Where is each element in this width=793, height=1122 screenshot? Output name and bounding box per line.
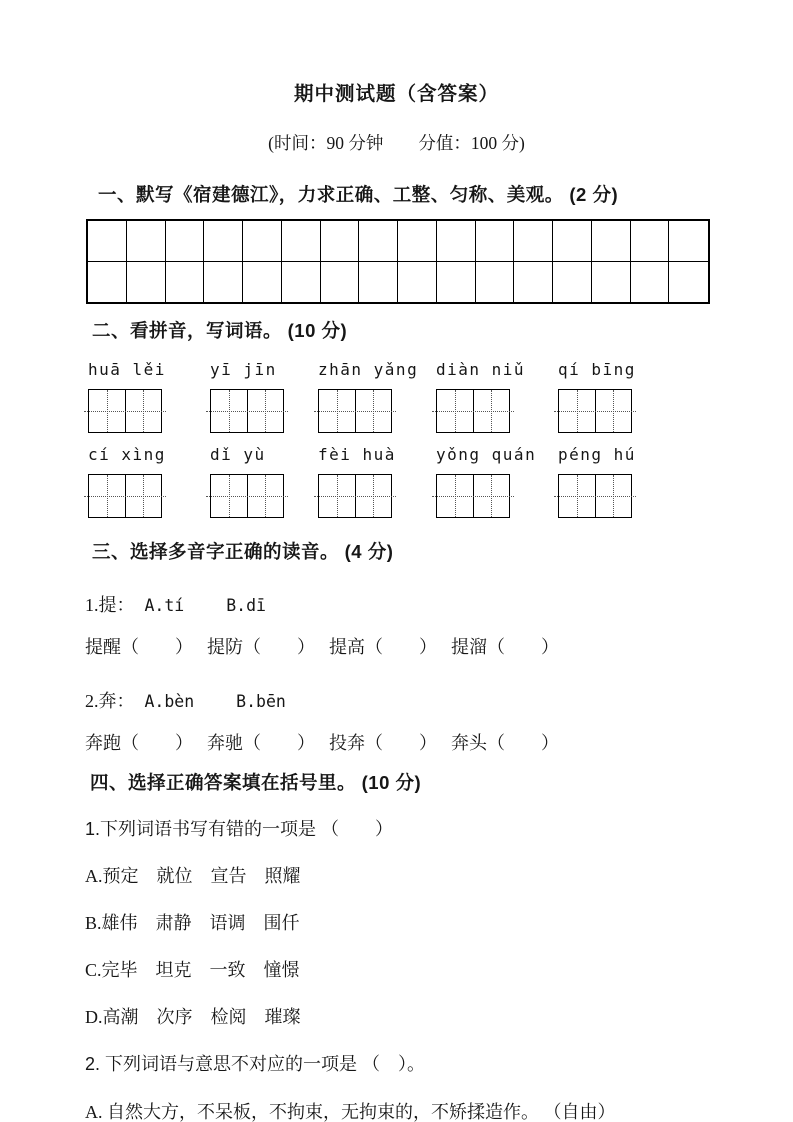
option-line: A.预定 就位 宣告 照耀 [85,866,301,886]
dictation-cell [321,262,360,303]
pinyin-label: qí bīng [558,360,636,379]
word-group: 投奔（ ） [329,733,437,753]
s3-q2-stem-line [85,687,793,713]
tian-cell [437,390,474,432]
pinyin-exercise [88,360,793,518]
pinyin-item [558,445,718,518]
dictation-cell [514,262,553,303]
tian-cell [126,475,162,517]
pinyin-item [318,445,436,518]
tian-cell [356,475,392,517]
s3-q1-word-groups [85,633,793,659]
dictation-cell [437,262,476,303]
tian-cell [319,390,356,432]
dictation-cell [166,221,205,262]
pinyin-row [88,445,793,518]
tian-cell [319,475,356,517]
option-line: A. 自然大方，不呆板，不拘束，无拘束的，不矫揉造作。 （自由） [85,1102,616,1122]
section4-heading: 四、选择正确答案填在括号里。 (10 分) [90,772,422,793]
word-group: 提溜（ ） [451,637,559,657]
dictation-grid [86,219,710,304]
pinyin-label: péng hú [558,445,636,464]
s3-q1-option-b: B.dī [226,596,266,615]
word-group: 奔驰（ ） [207,733,315,753]
dictation-cell [359,262,398,303]
pinyin-label: yǒng quán [436,445,537,464]
tian-cell [211,475,248,517]
tian-cell [356,390,392,432]
writing-box [318,389,392,433]
tian-cell [248,390,284,432]
dictation-cell [437,221,476,262]
tian-cell [126,390,162,432]
pinyin-item [88,445,210,518]
s3-q1-stem: 1.提： [85,595,135,615]
s3-q1-stem-line [85,591,793,617]
pinyin-item [436,445,558,518]
dictation-cell [669,262,708,303]
dictation-cell [166,262,205,303]
option-line: B.雄伟 肃静 语调 围仟 [85,913,300,933]
dictation-cell [321,221,360,262]
section2-heading: 二、看拼音，写词语。 (10 分) [92,320,348,341]
tian-cell [474,390,510,432]
dictation-cell [127,221,166,262]
pinyin-item [88,360,210,433]
dictation-cell [514,221,553,262]
dictation-cell [398,262,437,303]
option-line: D.高潮 次序 检阅 璀璨 [85,1007,301,1027]
pinyin-row [88,360,793,433]
dictation-cell [553,221,592,262]
dictation-cell [359,221,398,262]
dictation-cell [243,221,282,262]
s3-q2-option-a: A.bèn [144,692,195,711]
writing-box [436,389,510,433]
page-title: 期中测试题（含答案） [293,84,499,105]
s4-q2-options [0,1098,793,1122]
section1-heading: 一、默写《宿建德江》，力求正确、工整、匀称、美观。 (2 分) [98,184,619,205]
s4-q1-options [0,862,793,1029]
writing-box [210,474,284,518]
pinyin-label: diàn niǔ [436,360,526,379]
pinyin-label: cí xìng [88,445,166,464]
tian-cell [89,475,126,517]
word-group: 奔头（ ） [451,733,559,753]
writing-box [318,474,392,518]
s3-q2-stem: 2.奔： [85,691,135,711]
writing-box [558,474,632,518]
dictation-cell [127,262,166,303]
word-group: 提高（ ） [329,637,437,657]
dictation-cell [88,262,127,303]
s3-q2-word-groups [85,729,793,755]
pinyin-item [210,445,318,518]
writing-box [88,474,162,518]
writing-box [558,389,632,433]
pinyin-label: dǐ yù [210,445,266,464]
tian-cell [559,475,596,517]
option-line: C.完毕 坦克 一致 憧憬 [85,960,300,980]
section3-heading: 三、选择多音字正确的读音。 (4 分) [92,541,394,562]
writing-box [88,389,162,433]
tian-cell [437,475,474,517]
word-group: 提醒（ ） [85,637,193,657]
tian-cell [559,390,596,432]
dictation-cell [282,262,321,303]
tian-cell [89,390,126,432]
pinyin-label: fèi huà [318,445,396,464]
s4-q1-stem: 1.下列词语书写有错的一项是 （ ） [85,819,394,839]
dictation-cell [669,221,708,262]
tian-cell [596,390,632,432]
word-group: 提防（ ） [207,637,315,657]
pinyin-item [318,360,436,433]
dictation-cell [476,221,515,262]
writing-box [210,389,284,433]
pinyin-item [558,360,718,433]
s3-q1-option-a: A.tí [144,596,185,615]
tian-cell [248,475,284,517]
dictation-cell [398,221,437,262]
pinyin-item [436,360,558,433]
dictation-cell [592,262,631,303]
tian-cell [211,390,248,432]
time-score-line: (时间：90 分钟 分值：100 分) [268,133,525,153]
dictation-cell [204,221,243,262]
pinyin-item [210,360,318,433]
dictation-cell [88,221,127,262]
word-group: 奔跑（ ） [85,733,193,753]
dictation-cell [204,262,243,303]
dictation-cell [553,262,592,303]
writing-box [436,474,510,518]
dictation-cell [476,262,515,303]
dictation-cell [243,262,282,303]
pinyin-label: yī jīn [210,360,277,379]
s4-q2-stem: 2. 下列词语与意思不对应的一项是 （ ）。 [85,1054,426,1074]
dictation-cell [631,221,670,262]
pinyin-label: huā lěi [88,360,166,379]
tian-cell [474,475,510,517]
dictation-cell [631,262,670,303]
pinyin-label: zhān yǎng [318,360,419,379]
s3-q2-option-b: B.bēn [236,692,286,711]
dictation-cell [282,221,321,262]
dictation-cell [592,221,631,262]
tian-cell [596,475,632,517]
